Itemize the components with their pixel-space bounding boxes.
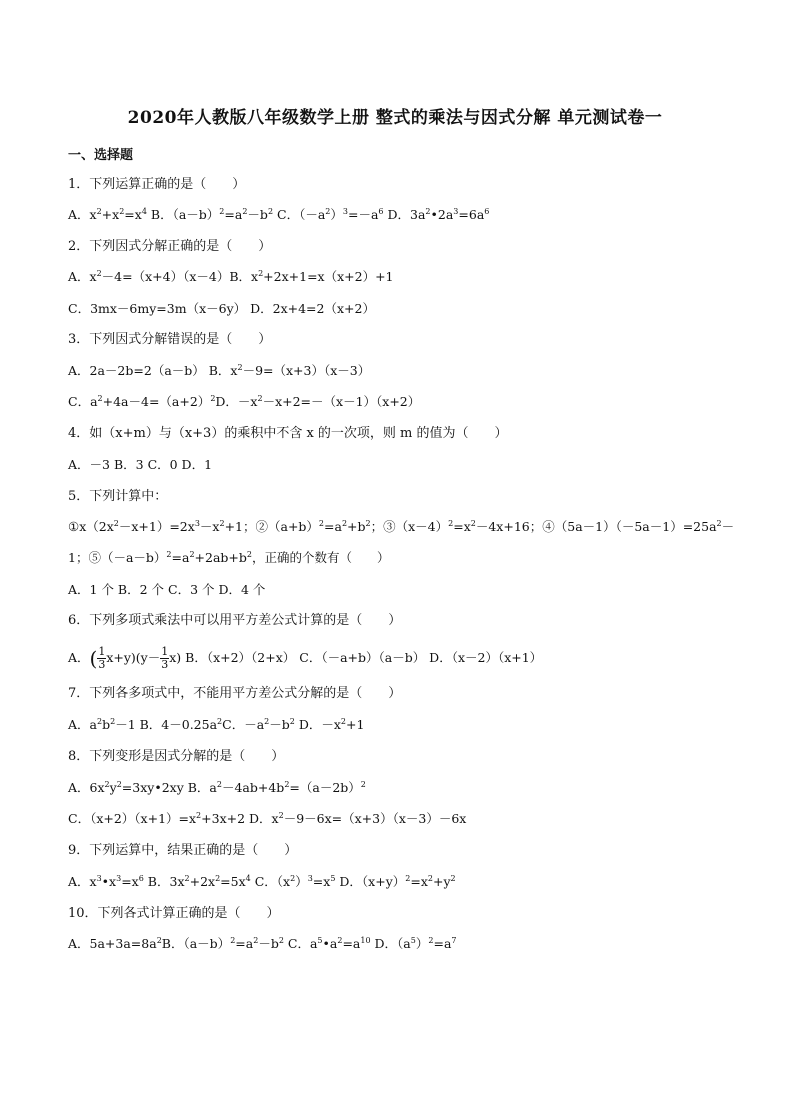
question-4-options: A．－3 B．3 C．0 D．1 [68, 457, 213, 472]
question-3-options-cd: C．$a^2+4a-4=(a+2)^2D$．$-x^2-x+2=-(x-1)(x+2)$ [68, 393, 421, 409]
section-heading: 一、选择题 [68, 148, 134, 163]
question-5: 5．下列计算中： [68, 489, 168, 504]
question-5-options: A．1 个 B．2 个 C．3 个 D．4 个 [68, 582, 266, 597]
question-1: 1．下列运算正确的是（ ） [68, 177, 246, 192]
question-4: 4．如（x+m）与（x+3）的乘积中不含 x 的一次项，则 m 的值为（ ） [68, 426, 508, 441]
page-title: 2020年人教版八年级数学上册 整式的乘法与因式分解 单元测试卷一 [127, 108, 663, 128]
question-6-options: A．( $\frac{1}{3}$ x+y)(y－ $\frac{1}{3}$ x) B．（x+2）（2+x） C．（－a+b）（a－b） D．（x－2）（x+1） [68, 645, 543, 671]
question-2: 2．下列因式分解正确的是（ ） [68, 239, 272, 254]
question-6: 6．下列多项式乘法中可以用平方差公式计算的是（ ） [68, 613, 402, 628]
question-7-options: A．$a^2b^2-1$ B．$4-0.25a^2C$．$-a^2-b^2$ D．$-x^2+1$ [68, 716, 365, 732]
question-3-options-ab: A．2a－2b=2（a－b） B．$x^2-9=(x+3)(x-3)$ [68, 362, 371, 378]
fraction-one-third: $\frac{1}{3}$ [98, 645, 106, 671]
question-1-options: A．$x^2+x^2=x^4$ B．$(a-b)^2=a^2-b^2$ C．$(-a^2)^3=-a^6$ D．$3a^2•2a^3=6a^6$ [68, 206, 490, 222]
question-9-options: A．$x^3•x^3=x^6$ B．$3x^2+2x^2=5x^4$ C．$(x^2)^3=x^5$ D．$(x+y)^2=x^2+y^2$ [68, 873, 456, 889]
fraction-one-third: $\frac{1}{3}$ [161, 645, 169, 671]
question-2-options-cd: C．3mx－6my=3m（x－6y） D．2x+4=2（x+2） [68, 301, 375, 316]
question-8-options-cd: C．$(x+2)(x+1)=x^2+3x+2$ D．$x^2-9-6x=(x+3)(x-3)-6x$ [68, 810, 467, 826]
question-3: 3．下列因式分解错误的是（ ） [68, 332, 272, 347]
question-10-options: A．$5a+3a=8a^2B$．$(a-b)^2=a^2-b^2$ C．$a^5•a^2=a^{10}$ D．$(a^5)^2=a^7$ [68, 935, 457, 951]
question-10: 10．下列各式计算正确的是（ ） [68, 906, 280, 921]
question-5-items-a: $①x(2x^2-x+1)=2x^3-x^2+1$；$②(a+b)^2=a^2+b^2$；$③(x-4)^2=x^2-4x+16$；$④(5a-1)(-5a-1)=25a^2-$ [68, 518, 735, 534]
question-8: 8．下列变形是因式分解的是（ ） [68, 749, 285, 764]
question-2-options-ab: A．$x^2-4=(x+4)(x-4)B$．$x^2+2x+1=x(x+2)+1$ [68, 268, 394, 284]
question-5-items-b: 1；$⑤(-a-b)^2=a^2+2ab+b^2$，正确的个数有（ ） [68, 549, 390, 565]
question-7: 7．下列各多项式中，不能用平方差公式分解的是（ ） [68, 686, 402, 701]
question-9: 9．下列运算中，结果正确的是（ ） [68, 843, 298, 858]
question-8-options-ab: A．$6x^2y^2=3xy•2xy$ B．$a^2-4ab+4b^2=(a-2b)^2$ [68, 779, 366, 795]
